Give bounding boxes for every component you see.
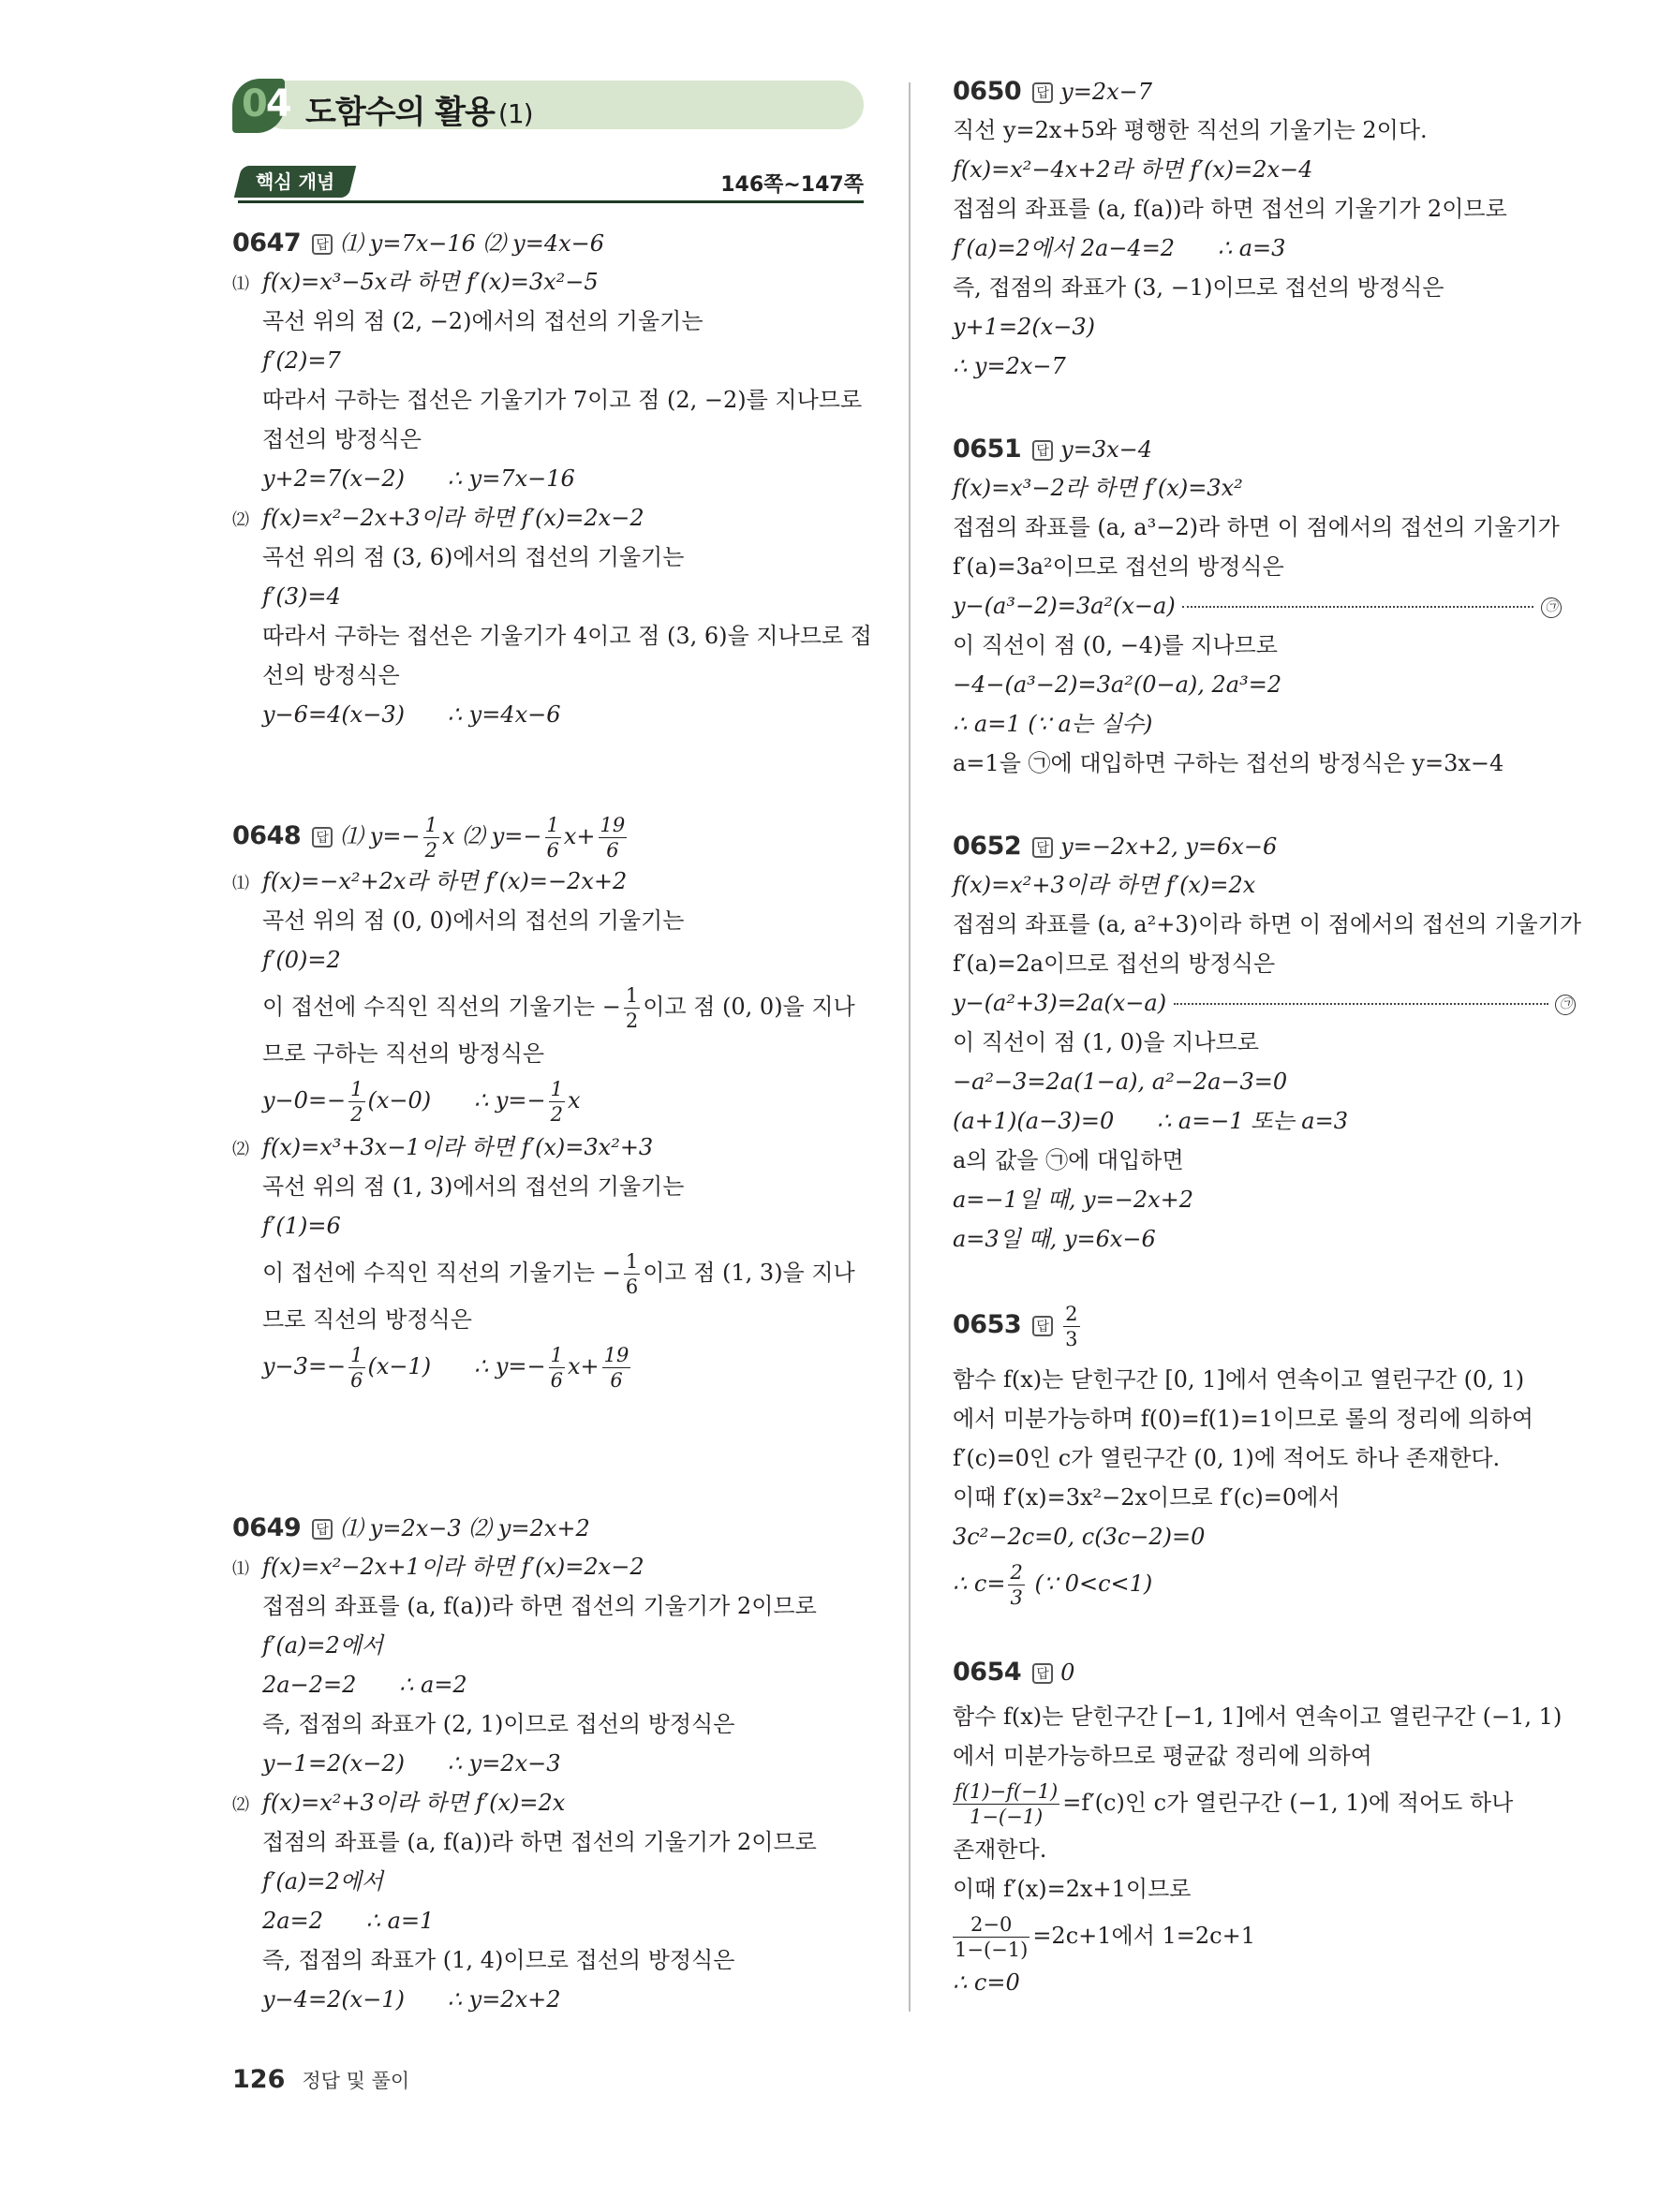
solution-line: y−0=− $\frac{1}{2}$ (x−0) ∴ y=− $\frac{1}{2}$ x [262, 1077, 581, 1126]
solution-line: 접선의 방정식은 [262, 426, 422, 452]
problem-0648 [232, 811, 867, 1394]
solution-line: $\frac{f(1)-f(-1)}{1-(-1)}$ =f′(c)인 c가 열린구간 (−1, 1)에 적어도 하나 [955, 1779, 1514, 1828]
solution-line: 접점의 좌표를 (a, f(a))라 하면 접선의 기울기가 2이므로 [262, 1593, 817, 1619]
answer-icon: 답 [1032, 440, 1053, 461]
answer-icon: 답 [1032, 1316, 1053, 1336]
problem-number: 0652 [953, 832, 1022, 861]
solution-line: y+1=2(x−3) [953, 314, 1095, 340]
answer-icon: 답 [312, 1519, 333, 1540]
solution-line: f′(a)=2에서 [262, 1868, 384, 1895]
concept-pages: 146쪽∼147쪽 [720, 173, 864, 197]
solution-line: y−(a³−2)=3a²(x−a) ㉠ [953, 586, 1590, 626]
solution-line: 므로 구하는 직선의 방정식은 [262, 1040, 545, 1067]
chapter-header [232, 79, 864, 131]
solution-line: f′(a)=3a²이므로 접선의 방정식은 [953, 553, 1284, 580]
problem-header [953, 828, 1590, 865]
solution-line: ⑵ f(x)=x²+3이라 하면 f′(x)=2x [232, 1790, 566, 1816]
solution-line: 접점의 좌표를 (a, f(a))라 하면 접선의 기울기가 2이므로 [953, 196, 1507, 222]
solution-line: y−3=− $\frac{1}{6}$ (x−1) ∴ y=− $\frac{1}{6}$ x+ $\frac{19}{6}$ [262, 1343, 630, 1392]
footer-label: 정답 및 풀이 [302, 2070, 410, 2092]
solution-line: f′(2)=7 [262, 347, 341, 374]
solution-line: y−(a²+3)=2a(x−a) ㉠ [953, 983, 1590, 1023]
problem-0649 [232, 1510, 867, 2019]
problem-number: 0649 [232, 1513, 302, 1542]
problem-number: 0647 [232, 229, 302, 258]
solution-line: f′(a)=2에서 2a−4=2 ∴ a=3 [953, 235, 1286, 261]
solution-line: ∴ c=0 [953, 1969, 1020, 1996]
solution-line: a=3일 때, y=6x−6 [953, 1226, 1156, 1252]
solution-line: (a+1)(a−3)=0 ∴ a=−1 또는 a=3 [953, 1108, 1348, 1134]
chapter-title: 도함수의 활용 (1) [305, 94, 533, 131]
solution-line: 존재한다. [953, 1836, 1047, 1863]
solution-line: f(x)=x²+3이라 하면 f′(x)=2x [953, 872, 1256, 898]
solution-line: a=1을 ㉠에 대입하면 구하는 접선의 방정식은 y=3x−4 [953, 750, 1504, 776]
solution-line: y+2=7(x−2) ∴ y=7x−16 [262, 465, 575, 492]
problem-header [953, 431, 1590, 468]
solution-line: 선의 방정식은 [262, 662, 400, 688]
solution-line: 따라서 구하는 접선은 기울기가 4이고 점 (3, 6)을 지나므로 접 [262, 623, 872, 649]
solution-line: y−4=2(x−1) ∴ y=2x+2 [262, 1986, 561, 2013]
solution-line: ⑴ f(x)=−x²+2x라 하면 f′(x)=−2x+2 [232, 868, 628, 894]
problem-header [232, 1510, 867, 1547]
answer-icon: 답 [312, 827, 333, 848]
solution-line: f′(a)=2a이므로 접선의 방정식은 [953, 951, 1276, 977]
problem-header [232, 225, 867, 262]
solution-line: −4−(a³−2)=3a²(0−a), 2a³=2 [953, 671, 1282, 698]
page-footer [232, 2065, 409, 2094]
solution-line: 함수 f(x)는 닫힌구간 [0, 1]에서 연속이고 열린구간 (0, 1) [953, 1366, 1525, 1393]
solution-line: 이때 f′(x)=2x+1이므로 [953, 1876, 1192, 1902]
problem-number: 0654 [953, 1658, 1022, 1687]
problem-number: 0653 [953, 1310, 1022, 1339]
solution-line: 곡선 위의 점 (2, −2)에서의 접선의 기울기는 [262, 308, 704, 334]
solution-line: $\frac{2-0}{1-(-1)}$ =2c+1에서 1=2c+1 [955, 1912, 1255, 1961]
problem-0654 [953, 1654, 1590, 2002]
problem-0647 [232, 225, 872, 734]
problem-number: 0651 [953, 435, 1022, 464]
solution-line: 즉, 접점의 좌표가 (3, −1)이므로 접선의 방정식은 [953, 274, 1444, 301]
solution-line: f′(0)=2 [262, 947, 341, 973]
answer-icon: 답 [1032, 837, 1053, 858]
solution-line: f′(c)=0인 c가 열린구간 (0, 1)에 적어도 하나 존재한다. [953, 1445, 1501, 1471]
concept-bar [238, 163, 864, 203]
solution-line: y−1=2(x−2) ∴ y=2x−3 [262, 1750, 561, 1777]
answer-text: ⑴ y=2x−3 ⑵ y=2x+2 [340, 1515, 590, 1541]
page-number: 126 [232, 2065, 286, 2094]
solution-line: 즉, 접점의 좌표가 (2, 1)이므로 접선의 방정식은 [262, 1711, 735, 1737]
solution-line: ∴ y=2x−7 [953, 353, 1066, 379]
solution-line: f(x)=x³−2라 하면 f′(x)=3x² [953, 475, 1243, 501]
solution-line: y−6=4(x−3) ∴ y=4x−6 [262, 701, 561, 728]
column-divider [909, 82, 911, 2012]
solution-line: 이 접선에 수직인 직선의 기울기는 − $\frac{1}{6}$ 이고 점 (1, 3)을 지나 [262, 1249, 855, 1298]
solution-line: 3c²−2c=0, c(3c−2)=0 [953, 1524, 1206, 1550]
solution-line: 이 접선에 수직인 직선의 기울기는 − $\frac{1}{2}$ 이고 점 (0, 0)을 지나 [262, 983, 855, 1032]
solution-line: 므로 직선의 방정식은 [262, 1306, 472, 1333]
chapter-number: 04 [242, 82, 290, 125]
problem-header [953, 1654, 1590, 1691]
solution-line: 이 직선이 점 (0, −4)를 지나므로 [953, 632, 1278, 658]
circled-mark: ㉠ [1541, 597, 1562, 618]
answer-text: 0 [1060, 1659, 1075, 1686]
problem-header [232, 811, 867, 862]
problem-0652 [953, 828, 1590, 1259]
solution-line: f′(3)=4 [262, 583, 341, 610]
solution-line: 곡선 위의 점 (3, 6)에서의 접선의 기울기는 [262, 544, 685, 570]
concept-tag: 핵심 개념 [234, 166, 356, 198]
solution-line: f′(a)=2에서 [262, 1632, 384, 1659]
solution-line: −a²−3=2a(1−a), a²−2a−3=0 [953, 1069, 1288, 1095]
problem-0651 [953, 431, 1590, 783]
solution-line: f′(1)=6 [262, 1213, 341, 1239]
solution-line: 2a=2 ∴ a=1 [262, 1908, 435, 1934]
solution-line: ∴ a=1 (∵ a는 실수) [953, 711, 1153, 737]
problem-header [953, 73, 1590, 111]
problem-number: 0650 [953, 77, 1022, 106]
solution-line: 직선 y=2x+5와 평행한 직선의 기울기는 2이다. [953, 117, 1428, 143]
solution-line: ⑴ f(x)=x³−5x라 하면 f′(x)=3x²−5 [232, 269, 599, 295]
solution-line: 따라서 구하는 접선은 기울기가 7이고 점 (2, −2)를 지나므로 [262, 387, 863, 413]
solution-line: 이때 f′(x)=3x²−2x이므로 f′(c)=0에서 [953, 1484, 1341, 1511]
answer-icon: 답 [312, 234, 333, 255]
solution-line: a=−1일 때, y=−2x+2 [953, 1187, 1194, 1213]
solution-line: ∴ c= $\frac{2}{3}$ (∵ 0<c<1) [953, 1560, 1153, 1609]
solution-line: 에서 미분가능하며 f(0)=f(1)=1이므로 롤의 정리에 의하여 [953, 1406, 1533, 1432]
solution-line: ⑴ f(x)=x²−2x+1이라 하면 f′(x)=2x−2 [232, 1554, 644, 1580]
solution-line: ⑵ f(x)=x³+3x−1이라 하면 f′(x)=3x²+3 [232, 1134, 654, 1160]
solution-line: 2a−2=2 ∴ a=2 [262, 1672, 467, 1698]
solution-line: 접점의 좌표를 (a, a²+3)이라 하면 이 점에서의 접선의 기울기가 [953, 911, 1582, 937]
answer-icon: 답 [1032, 82, 1053, 103]
solution-line: ⑵ f(x)=x²−2x+3이라 하면 f′(x)=2x−2 [232, 505, 644, 531]
answer-icon: 답 [1032, 1663, 1053, 1684]
solution-line: 곡선 위의 점 (0, 0)에서의 접선의 기울기는 [262, 907, 685, 934]
answer-text: ⑴ y=− $\frac{1}{2}$ x ⑵ y=− $\frac{1}{6}$ x+ $\frac{19}{6}$ [340, 813, 626, 862]
circled-mark: ㉠ [1555, 995, 1576, 1015]
problem-header [953, 1298, 1590, 1352]
problem-0650 [953, 73, 1590, 386]
solution-line: 즉, 접점의 좌표가 (1, 4)이므로 접선의 방정식은 [262, 1947, 735, 1973]
solution-line: f(x)=x²−4x+2라 하면 f′(x)=2x−4 [953, 156, 1313, 183]
solution-line: 함수 f(x)는 닫힌구간 [−1, 1]에서 연속이고 열린구간 (−1, 1) [953, 1703, 1563, 1730]
answer-fraction: $\frac{2}{3}$ [1065, 1302, 1078, 1350]
solution-line: 접점의 좌표를 (a, a³−2)라 하면 이 점에서의 접선의 기울기가 [953, 514, 1560, 540]
solution-line: a의 값을 ㉠에 대입하면 [953, 1147, 1184, 1173]
solution-line: 에서 미분가능하므로 평균값 정리에 의하여 [953, 1743, 1372, 1769]
answer-text: y=−2x+2, y=6x−6 [1060, 833, 1278, 860]
answer-text: ⑴ y=7x−16 ⑵ y=4x−6 [340, 230, 605, 257]
solution-line: 곡선 위의 점 (1, 3)에서의 접선의 기울기는 [262, 1173, 685, 1200]
problem-0653 [953, 1298, 1590, 1611]
answer-text: y=2x−7 [1060, 79, 1153, 105]
answer-text: y=3x−4 [1060, 436, 1153, 463]
solution-line: 이 직선이 점 (1, 0)을 지나므로 [953, 1029, 1259, 1055]
solution-line: 접점의 좌표를 (a, f(a))라 하면 접선의 기울기가 2이므로 [262, 1829, 817, 1855]
problem-number: 0648 [232, 821, 302, 850]
